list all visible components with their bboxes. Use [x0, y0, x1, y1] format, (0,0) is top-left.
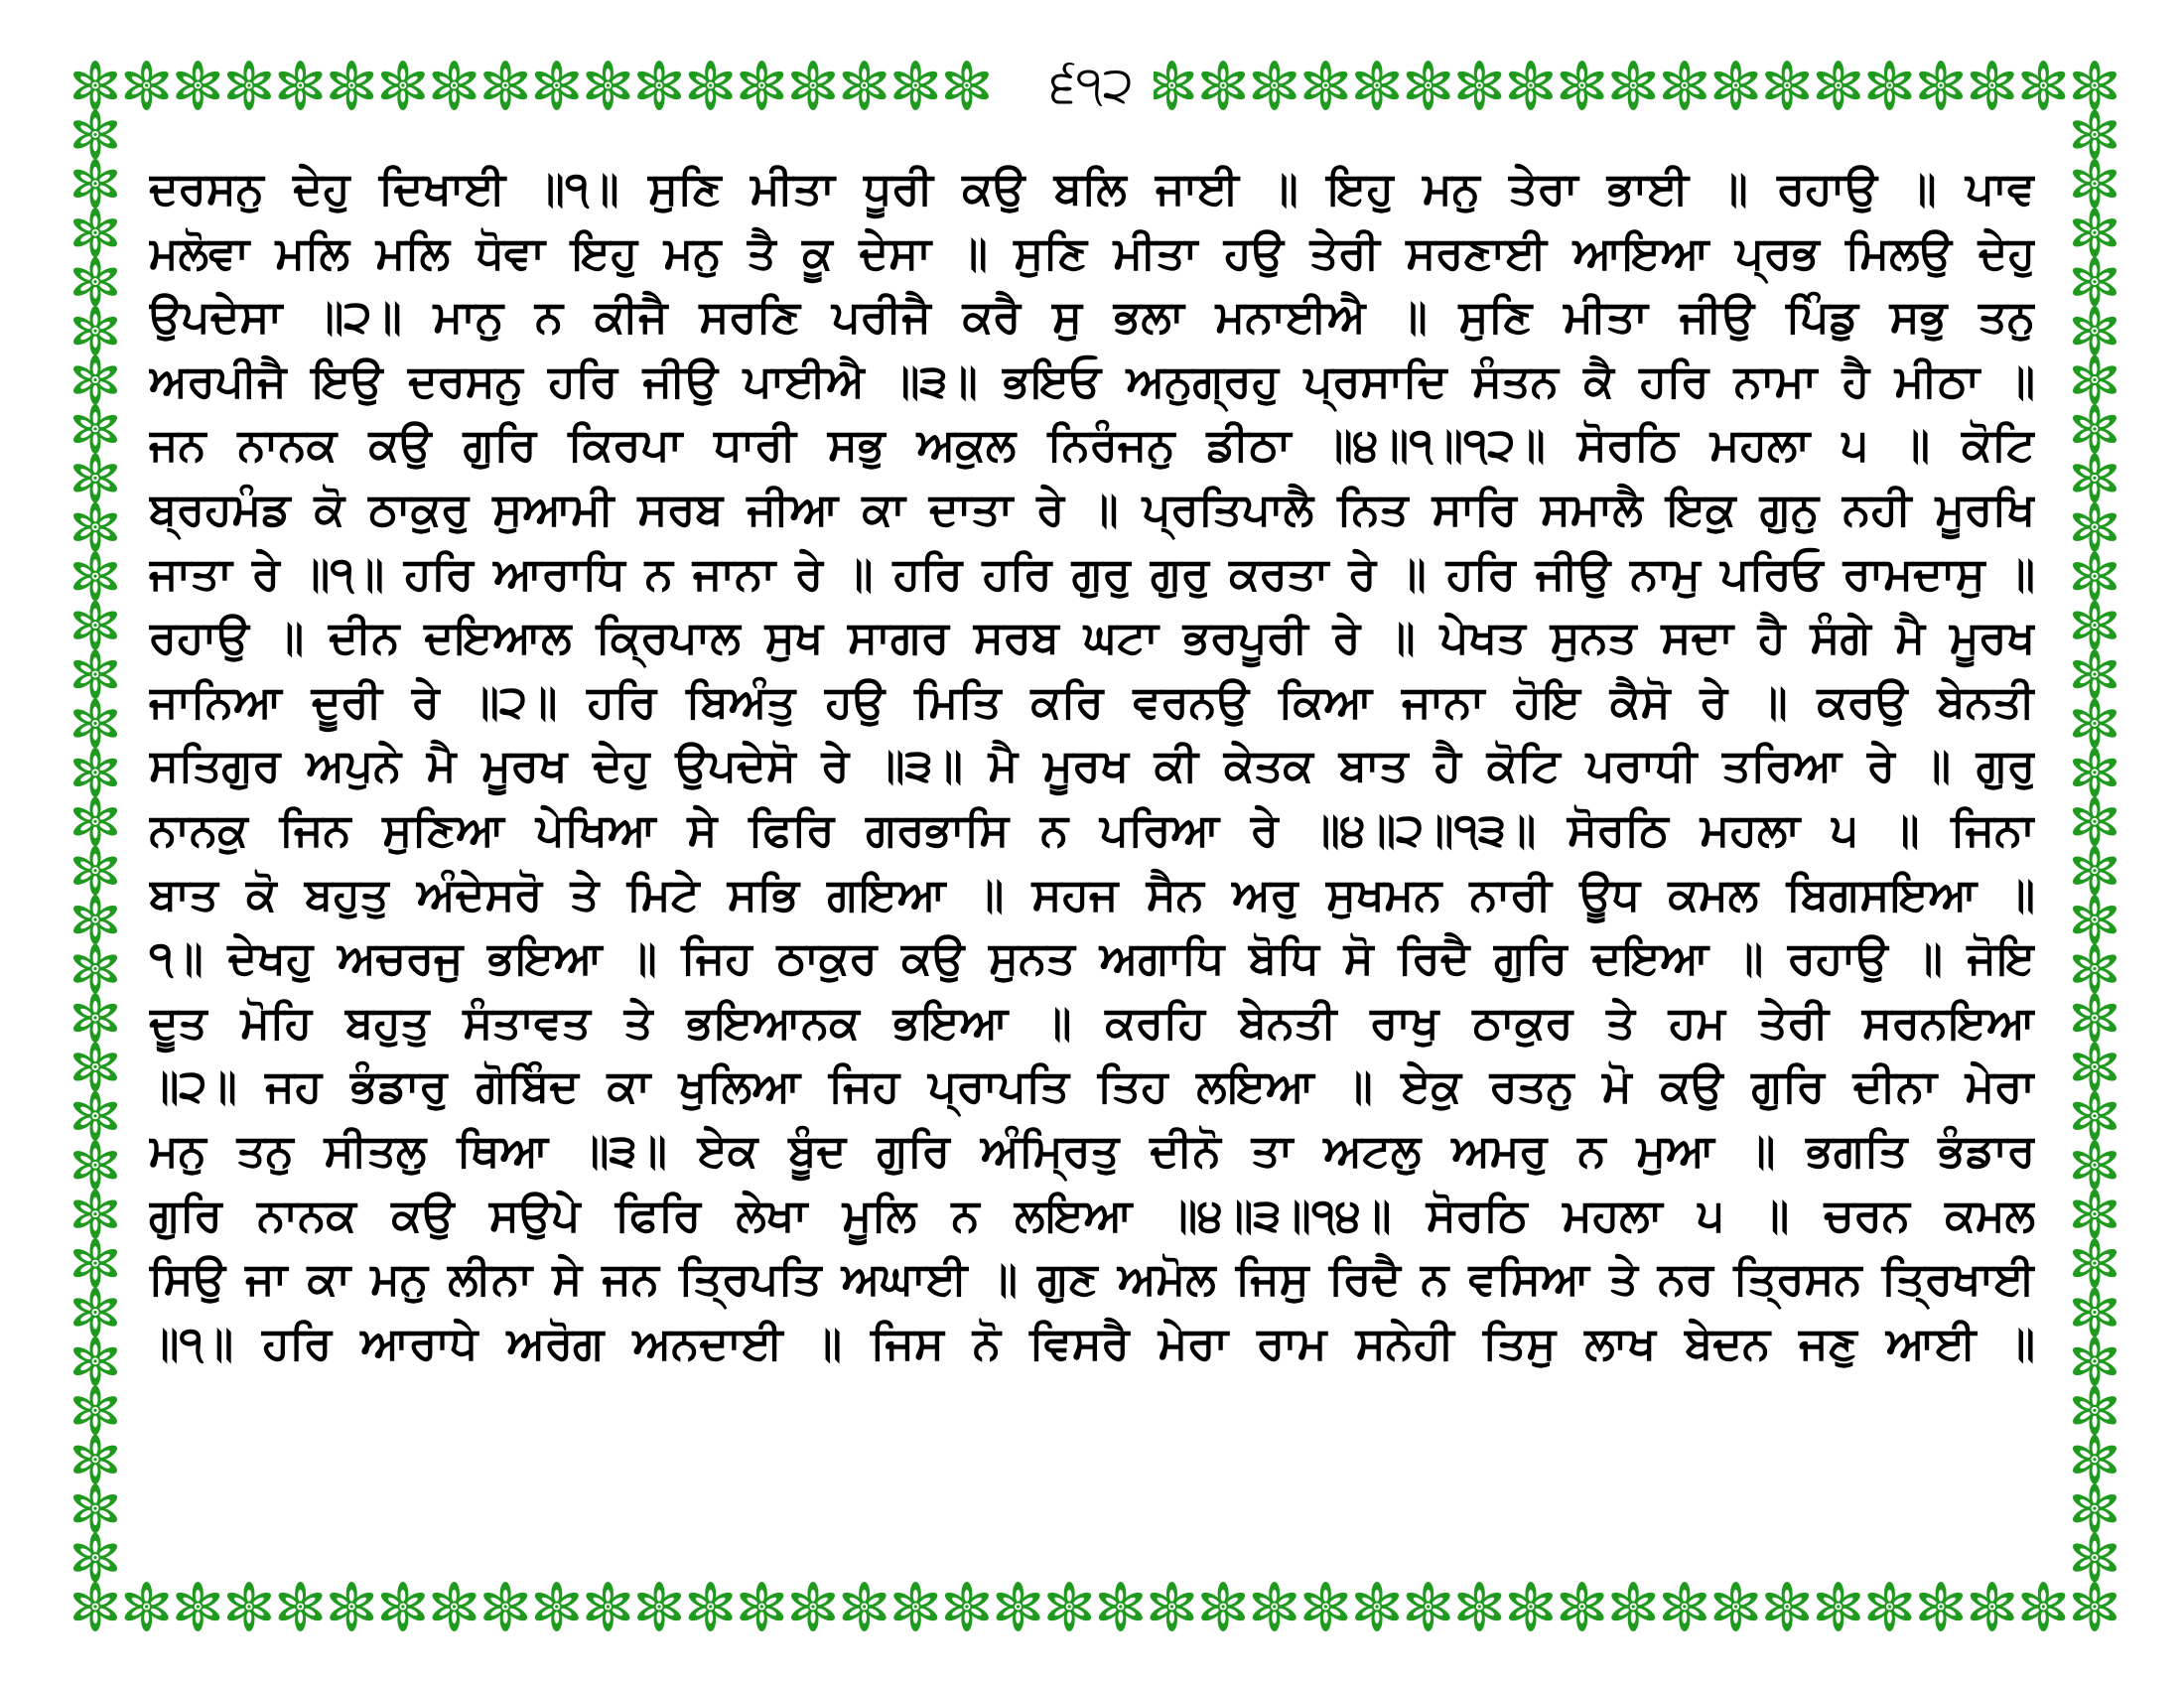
flower-icon: [71, 601, 120, 650]
flower-icon: [1865, 61, 1914, 110]
flower-icon: [2071, 61, 2119, 110]
flower-icon: [2071, 698, 2119, 748]
flower-icon: [1148, 61, 1196, 110]
flower-icon: [738, 61, 786, 110]
flower-icon: [1814, 1582, 1862, 1631]
flower-icon: [276, 61, 325, 110]
flower-icon: [2071, 1336, 2119, 1386]
flower-icon: [686, 61, 735, 110]
flower-icon: [122, 61, 171, 110]
flower-icon: [71, 796, 120, 846]
scripture-text: [149, 157, 2035, 1375]
flower-icon: [1199, 61, 1248, 110]
flower-icon: [2071, 1287, 2119, 1336]
text-line: ਮਨੁ ਤਨੁ ਸੀਤਲੁ ਥਿਆ ॥੩॥ ਏਕ ਬੂੰਦ ਗੁਰਿ ਅੰਮ੍ਰਿਤੁ ਦੀਨੋ ਤਾ ਅਟਲੁ ਅਮਰੁ ਨ ਮੁਆ ॥ ਭਗਤਿ ਭੰਡਾਰ: [149, 1123, 2035, 1177]
flower-icon: [1968, 61, 2016, 110]
flower-icon: [378, 61, 427, 110]
flower-icon: [2071, 1140, 2119, 1190]
flower-icon: [1917, 61, 1966, 110]
text-line: ਅਰਪੀਜੈ ਇਉ ਦਰਸਨੁ ਹਰਿ ਜੀਉ ਪਾਈਐ ॥੩॥ ਭਇਓ ਅਨੁਗ੍ਰਹੁ ਪ੍ਰਸਾਦਿ ਸੰਤਨ ਕੈ ਹਰਿ ਨਾਮਾ ਹੈ ਮੀਠਾ ॥: [149, 353, 2035, 407]
flower-icon: [1455, 61, 1504, 110]
flower-icon: [122, 1582, 171, 1631]
flower-icon: [1507, 1582, 1556, 1631]
flower-icon: [71, 502, 120, 552]
flower-icon: [2071, 208, 2119, 257]
flower-icon: [71, 895, 120, 944]
flower-icon: [2071, 1091, 2119, 1141]
flower-icon: [1148, 1582, 1196, 1631]
flower-icon: [378, 1582, 427, 1631]
flower-icon: [635, 61, 684, 110]
flower-icon: [276, 1582, 325, 1631]
flower-icon: [891, 61, 940, 110]
flower-icon: [942, 61, 991, 110]
text-line: ਦੂਤ ਮੋਹਿ ਬਹੁਤੁ ਸੰਤਾਵਤ ਤੇ ਭਇਆਨਕ ਭਇਆ ॥ ਕਰਹਿ ਬੇਨਤੀ ਰਾਖੁ ਠਾਕੁਰ ਤੇ ਹਮ ਤੇਰੀ ਸਰਨਇਆ: [149, 995, 2035, 1049]
flower-icon: [430, 1582, 478, 1631]
flower-icon: [1660, 61, 1708, 110]
flower-icon: [2071, 1238, 2119, 1288]
flower-icon: [2071, 895, 2119, 944]
flower-icon: [1301, 1582, 1350, 1631]
flower-icon: [2071, 1483, 2119, 1533]
flower-icon: [71, 1042, 120, 1091]
flower-icon: [2019, 61, 2068, 110]
flower-icon: [71, 698, 120, 748]
flower-icon: [840, 61, 888, 110]
flower-icon: [71, 649, 120, 699]
flower-icon: [2071, 1435, 2119, 1484]
flower-icon: [71, 1238, 120, 1288]
flower-icon: [71, 1582, 120, 1631]
flower-icon: [71, 1533, 120, 1583]
flower-icon: [532, 1582, 581, 1631]
flower-icon: [1353, 61, 1402, 110]
flower-icon: [71, 404, 120, 454]
flower-icon: [481, 1582, 530, 1631]
flower-icon: [2071, 257, 2119, 307]
flower-icon: [71, 1336, 120, 1386]
text-line: ਸਤਿਗੁਰ ਅਪੁਨੇ ਮੈ ਮੂਰਖ ਦੇਹੁ ਉਪਦੇਸੋ ਰੇ ॥੩॥ ਮੈ ਮੂਰਖ ਕੀ ਕੇਤਕ ਬਾਤ ਹੈ ਕੋਟਿ ਪਰਾਧੀ ਤਰਿਆ ਰੇ ॥ ਗੁਰੁ: [149, 739, 2035, 792]
flower-icon: [71, 1385, 120, 1435]
flower-icon: [584, 61, 632, 110]
text-line: ਬ੍ਰਹਮੰਡ ਕੋ ਠਾਕੁਰੁ ਸੁਆਮੀ ਸਰਬ ਜੀਆ ਕਾ ਦਾਤਾ ਰੇ ॥ ਪ੍ਰਤਿਪਾਲੈ ਨਿਤ ਸਾਰਿ ਸਮਾਲੈ ਇਕੁ ਗੁਨੁ ਨਹੀ ਮੂਰਖਿ: [149, 482, 2035, 535]
flower-icon: [942, 1582, 991, 1631]
flower-icon: [71, 109, 120, 159]
flower-icon: [584, 1582, 632, 1631]
flower-icon: [1609, 1582, 1658, 1631]
flower-icon: [2071, 551, 2119, 601]
flower-icon: [2071, 159, 2119, 209]
flower-icon: [2071, 453, 2119, 502]
flower-icon: [2071, 748, 2119, 797]
flower-icon: [635, 1582, 684, 1631]
flower-icon: [2071, 502, 2119, 552]
flower-icon: [2019, 1582, 2068, 1631]
text-line: ਮਲੋਵਾ ਮਲਿ ਮਲਿ ਧੋਵਾ ਇਹੁ ਮਨੁ ਤੈ ਕੂ ਦੇਸਾ ॥ ਸੁਣਿ ਮੀਤਾ ਹਉ ਤੇਰੀ ਸਰਣਾਈ ਆਇਆ ਪ੍ਰਭ ਮਿਲਉ ਦੇਹੁ: [149, 225, 2035, 279]
flower-icon: [225, 61, 274, 110]
flower-icon: [789, 61, 838, 110]
flower-icon: [2071, 846, 2119, 896]
text-line: ॥੧॥ ਹਰਿ ਆਰਾਧੇ ਅਰੋਗ ਅਨਦਾਈ ॥ ਜਿਸ ਨੋ ਵਿਸਰੈ ਮੇਰਾ ਰਾਮ ਸਨੇਹੀ ਤਿਸੁ ਲਾਖ ਬੇਦਨ ਜਣੁ ਆਈ ॥: [149, 1316, 2035, 1369]
flower-icon: [1301, 61, 1350, 110]
text-line: ਜਾਤਾ ਰੇ ॥੧॥ ਹਰਿ ਆਰਾਧਿ ਨ ਜਾਨਾ ਰੇ ॥ ਹਰਿ ਹਰਿ ਗੁਰੁ ਗੁਰੁ ਕਰਤਾ ਰੇ ॥ ਹਰਿ ਜੀਉ ਨਾਮੁ ਪਰਿਓ ਰਾਮਦਾਸੁ ॥: [149, 546, 2035, 600]
flower-icon: [71, 208, 120, 257]
flower-icon: [2071, 306, 2119, 355]
flower-icon: [1558, 1582, 1606, 1631]
flower-icon: [1455, 1582, 1504, 1631]
flower-icon: [2071, 1190, 2119, 1239]
flower-icon: [71, 993, 120, 1043]
flower-icon: [481, 61, 530, 110]
flower-icon: [71, 61, 120, 110]
flower-icon: [328, 1582, 376, 1631]
flower-icon: [2071, 944, 2119, 994]
flower-icon: [1096, 1582, 1145, 1631]
flower-icon: [71, 551, 120, 601]
flower-icon: [738, 1582, 786, 1631]
flower-icon: [2071, 355, 2119, 405]
flower-icon: [71, 257, 120, 307]
flower-icon: [2071, 1042, 2119, 1091]
flower-icon: [71, 453, 120, 502]
flower-icon: [1763, 61, 1812, 110]
text-line: ॥੨॥ ਜਹ ਭੰਡਾਰੁ ਗੋਬਿੰਦ ਕਾ ਖੁਲਿਆ ਜਿਹ ਪ੍ਰਾਪਤਿ ਤਿਹ ਲਇਆ ॥ ਏਕੁ ਰਤਨੁ ਮੋ ਕਉ ਗੁਰਿ ਦੀਨਾ ਮੇਰਾ: [149, 1059, 2035, 1113]
flower-icon: [71, 355, 120, 405]
text-line: ਸਿਉ ਜਾ ਕਾ ਮਨੁ ਲੀਨਾ ਸੇ ਜਨ ਤ੍ਰਿਪਤਿ ਅਘਾਈ ॥ ਗੁਣ ਅਮੋਲ ਜਿਸੁ ਰਿਦੈ ਨ ਵਸਿਆ ਤੇ ਨਰ ਤ੍ਰਿਸਨ ਤ੍ਰਿਖਾਈ: [149, 1252, 2035, 1306]
flower-icon: [994, 1582, 1042, 1631]
text-line: ਜਨ ਨਾਨਕ ਕਉ ਗੁਰਿ ਕਿਰਪਾ ਧਾਰੀ ਸਭੁ ਅਕੁਲ ਨਿਰੰਜਨੁ ਡੀਠਾ ॥੪॥੧॥੧੨॥ ਸੋਰਠਿ ਮਹਲਾ ੫ ॥ ਕੋਟਿ: [149, 418, 2035, 472]
flower-icon: [1711, 61, 1760, 110]
page-number: ੬੧੨: [1030, 40, 1154, 129]
flower-icon: [71, 1287, 120, 1336]
flower-icon: [891, 1582, 940, 1631]
flower-icon: [2071, 649, 2119, 699]
flower-icon: [71, 944, 120, 994]
flower-icon: [225, 1582, 274, 1631]
flower-icon: [1917, 1582, 1966, 1631]
text-line: ਗੁਰਿ ਨਾਨਕ ਕਉ ਸਉਪੇ ਫਿਰਿ ਲੇਖਾ ਮੂਲਿ ਨ ਲਇਆ ॥੪॥੩॥੧੪॥ ਸੋਰਠਿ ਮਹਲਾ ੫ ॥ ਚਰਨ ਕਮਲ: [149, 1188, 2035, 1241]
flower-icon: [71, 1435, 120, 1484]
text-line: ਨਾਨਕੁ ਜਿਨ ਸੁਣਿਆ ਪੇਖਿਆ ਸੇ ਫਿਰਿ ਗਰਭਾਸਿ ਨ ਪਰਿਆ ਰੇ ॥੪॥੨॥੧੩॥ ਸੋਰਠਿ ਮਹਲਾ ੫ ॥ ਜਿਨਾ: [149, 802, 2035, 856]
flower-icon: [71, 159, 120, 209]
flower-icon: [2071, 1582, 2119, 1631]
flower-icon: [2071, 993, 2119, 1043]
flower-icon: [71, 846, 120, 896]
text-line: ਜਾਨਿਆ ਦੂਰੀ ਰੇ ॥੨॥ ਹਰਿ ਬਿਅੰਤੁ ਹਉ ਮਿਤਿ ਕਰਿ ਵਰਨਉ ਕਿਆ ਜਾਨਾ ਹੋਇ ਕੈਸੋ ਰੇ ॥ ਕਰਉ ਬੇਨਤੀ: [149, 674, 2035, 728]
flower-icon: [1199, 1582, 1248, 1631]
flower-icon: [2071, 601, 2119, 650]
flower-icon: [1558, 61, 1606, 110]
flower-icon: [1250, 61, 1298, 110]
flower-icon: [2071, 1385, 2119, 1435]
text-line: ਦਰਸਨੁ ਦੇਹੁ ਦਿਖਾਈ ॥੧॥ ਸੁਣਿ ਮੀਤਾ ਧੂਰੀ ਕਉ ਬਲਿ ਜਾਈ ॥ ਇਹੁ ਮਨੁ ਤੇਰਾ ਭਾਈ ॥ ਰਹਾਉ ॥ ਪਾਵ: [149, 162, 2035, 214]
flower-icon: [686, 1582, 735, 1631]
flower-icon: [71, 1190, 120, 1239]
flower-icon: [71, 1140, 120, 1190]
flower-icon: [71, 1091, 120, 1141]
text-line: ੧॥ ਦੇਖਹੁ ਅਚਰਜੁ ਭਇਆ ॥ ਜਿਹ ਠਾਕੁਰ ਕਉ ਸੁਨਤ ਅਗਾਧਿ ਬੋਧਿ ਸੋ ਰਿਦੈ ਗੁਰਿ ਦਇਆ ॥ ਰਹਾਉ ॥ ਜੋਇ: [149, 931, 2035, 985]
flower-icon: [1404, 1582, 1452, 1631]
flower-icon: [2071, 1533, 2119, 1583]
flower-icon: [1660, 1582, 1708, 1631]
flower-icon: [2071, 109, 2119, 159]
flower-icon: [1763, 1582, 1812, 1631]
flower-icon: [1353, 1582, 1402, 1631]
flower-icon: [1045, 1582, 1094, 1631]
text-line: ਰਹਾਉ ॥ ਦੀਨ ਦਇਆਲ ਕ੍ਰਿਪਾਲ ਸੁਖ ਸਾਗਰ ਸਰਬ ਘਟਾ ਭਰਪੂਰੀ ਰੇ ॥ ਪੇਖਤ ਸੁਨਤ ਸਦਾ ਹੈ ਸੰਗੇ ਮੈ ਮੂਰਖ: [149, 611, 2035, 664]
flower-icon: [532, 61, 581, 110]
flower-icon: [1507, 61, 1556, 110]
flower-icon: [328, 61, 376, 110]
flower-icon: [2071, 404, 2119, 454]
flower-icon: [1250, 1582, 1298, 1631]
flower-icon: [1865, 1582, 1914, 1631]
flower-icon: [1404, 61, 1452, 110]
flower-icon: [430, 61, 478, 110]
flower-icon: [71, 1483, 120, 1533]
flower-icon: [840, 1582, 888, 1631]
flower-icon: [174, 1582, 222, 1631]
flower-icon: [71, 748, 120, 797]
flower-icon: [1609, 61, 1658, 110]
flower-icon: [1814, 61, 1862, 110]
flower-icon: [174, 61, 222, 110]
text-line: ਬਾਤ ਕੋ ਬਹੁਤੁ ਅੰਦੇਸਰੋ ਤੇ ਮਿਟੇ ਸਭਿ ਗਇਆ ॥ ਸਹਜ ਸੈਨ ਅਰੁ ਸੁਖਮਨ ਨਾਰੀ ਊਧ ਕਮਲ ਬਿਗਸਇਆ ॥: [149, 867, 2035, 920]
flower-icon: [1968, 1582, 2016, 1631]
flower-icon: [71, 306, 120, 355]
text-line: ਉਪਦੇਸਾ ॥੨॥ ਮਾਨੁ ਨ ਕੀਜੈ ਸਰਣਿ ਪਰੀਜੈ ਕਰੈ ਸੁ ਭਲਾ ਮਨਾਈਐ ॥ ਸੁਣਿ ਮੀਤਾ ਜੀਉ ਪਿੰਡੁ ਸਭੁ ਤਨੁ: [149, 290, 2035, 344]
flower-icon: [2071, 796, 2119, 846]
flower-icon: [789, 1582, 838, 1631]
flower-icon: [1711, 1582, 1760, 1631]
